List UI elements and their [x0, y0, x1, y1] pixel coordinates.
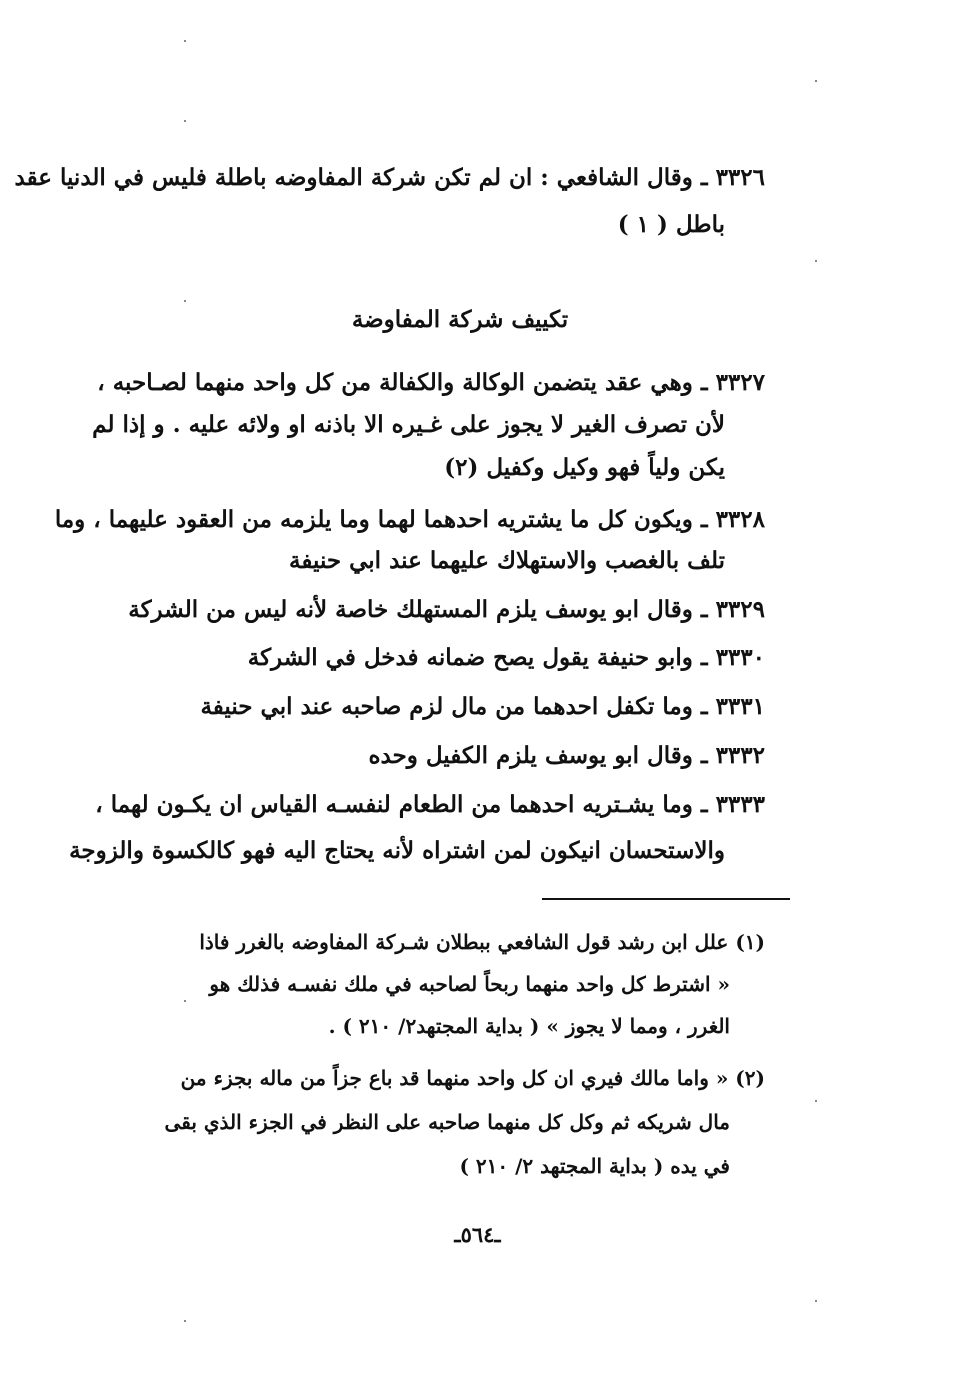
scan-speck: [815, 1300, 817, 1302]
footnote-1-line-3: الغرر ، ومما لا يجوز » ( بداية المجتهد٢/ ٢١٠ ) .: [328, 1014, 730, 1038]
scan-speck: [184, 120, 186, 122]
paragraph-3328-line-1: ٣٣٢٨ ـ ويكون كل ما يشتريه احدهما لهما وما يلزمه من العقود عليهما ، وما: [54, 506, 765, 533]
footnote-1-line-1: (١) علل ابن رشد قول الشافعي ببطلان شـركة المفاوضه بالغرر فاذا: [199, 930, 765, 954]
paragraph-3327-line-1: ٣٣٢٧ ـ وهي عقد يتضمن الوكالة والكفالة من كل واحد منهما لصـاحبه ،: [97, 369, 765, 396]
paragraph-3331: ٣٣٣١ ـ وما تكفل احدهما من مال لزم صاحبه عند ابي حنيفة: [200, 693, 765, 720]
paragraph-3326-line-1: ٣٣٢٦ ـ وقال الشافعي : ان لم تكن شركة المفاوضه باطلة فليس في الدنيا عقد: [14, 164, 765, 191]
paragraph-3333-line-2: والاستحسان انيكون لمن اشتراه لأنه يحتاج اليه فهو كالكسوة والزوجة: [69, 837, 725, 864]
scan-speck: [184, 300, 186, 302]
paragraph-3329: ٣٣٢٩ ـ وقال ابو يوسف يلزم المستهلك خاصة لأنه ليس من الشركة: [128, 596, 765, 623]
footnote-1-line-2: « اشترط كل واحد منهما ربحاً لصاحبه في ملك نفسـه فذلك هو: [209, 972, 730, 996]
scan-speck: [184, 1320, 186, 1322]
scan-speck: [815, 1100, 817, 1102]
footnote-2-line-2: مال شريكه ثم وكل كل منهما صاحبه على النظر في الجزء الذي بقى: [164, 1110, 730, 1134]
scan-speck: [815, 260, 817, 262]
footnote-2-line-1: (٢) « واما مالك فيري ان كل واحد منهما قد باع جزاً من ماله بجزء من: [180, 1066, 765, 1090]
paragraph-3327-line-2: لأن تصرف الغير لا يجوز على غـيره الا باذنه او ولائه عليه . و إذا لم: [92, 411, 725, 438]
paragraph-3327-line-3: يكن ولياً فهو وكيل وكفيل (٢): [444, 454, 725, 481]
paragraph-3333-line-1: ٣٣٣٣ ـ وما يشـتريه احدهما من الطعام لنفسـه القياس ان يكـون لهما ،: [95, 791, 765, 818]
paragraph-3330: ٣٣٣٠ ـ وابو حنيفة يقول يصح ضمانه فدخل في الشركة: [247, 644, 765, 671]
scan-speck: [184, 40, 186, 42]
paragraph-3332: ٣٣٣٢ ـ وقال ابو يوسف يلزم الكفيل وحده: [368, 742, 765, 769]
paragraph-3326-line-2: باطل ( ١ ): [617, 211, 725, 238]
page-number: ـ٥٦٤ـ: [454, 1222, 501, 1247]
scan-speck: [184, 1000, 186, 1002]
footnote-2-line-3: في يده ( بداية المجتهد ٢/ ٢١٠ ): [459, 1154, 730, 1178]
section-heading: تكييف شركة المفاوضة: [351, 306, 569, 333]
scan-speck: [815, 80, 817, 82]
footnote-separator: [542, 898, 790, 900]
paragraph-3328-line-2: تلف بالغصب والاستهلاك عليهما عند ابي حنيفة: [289, 547, 725, 574]
